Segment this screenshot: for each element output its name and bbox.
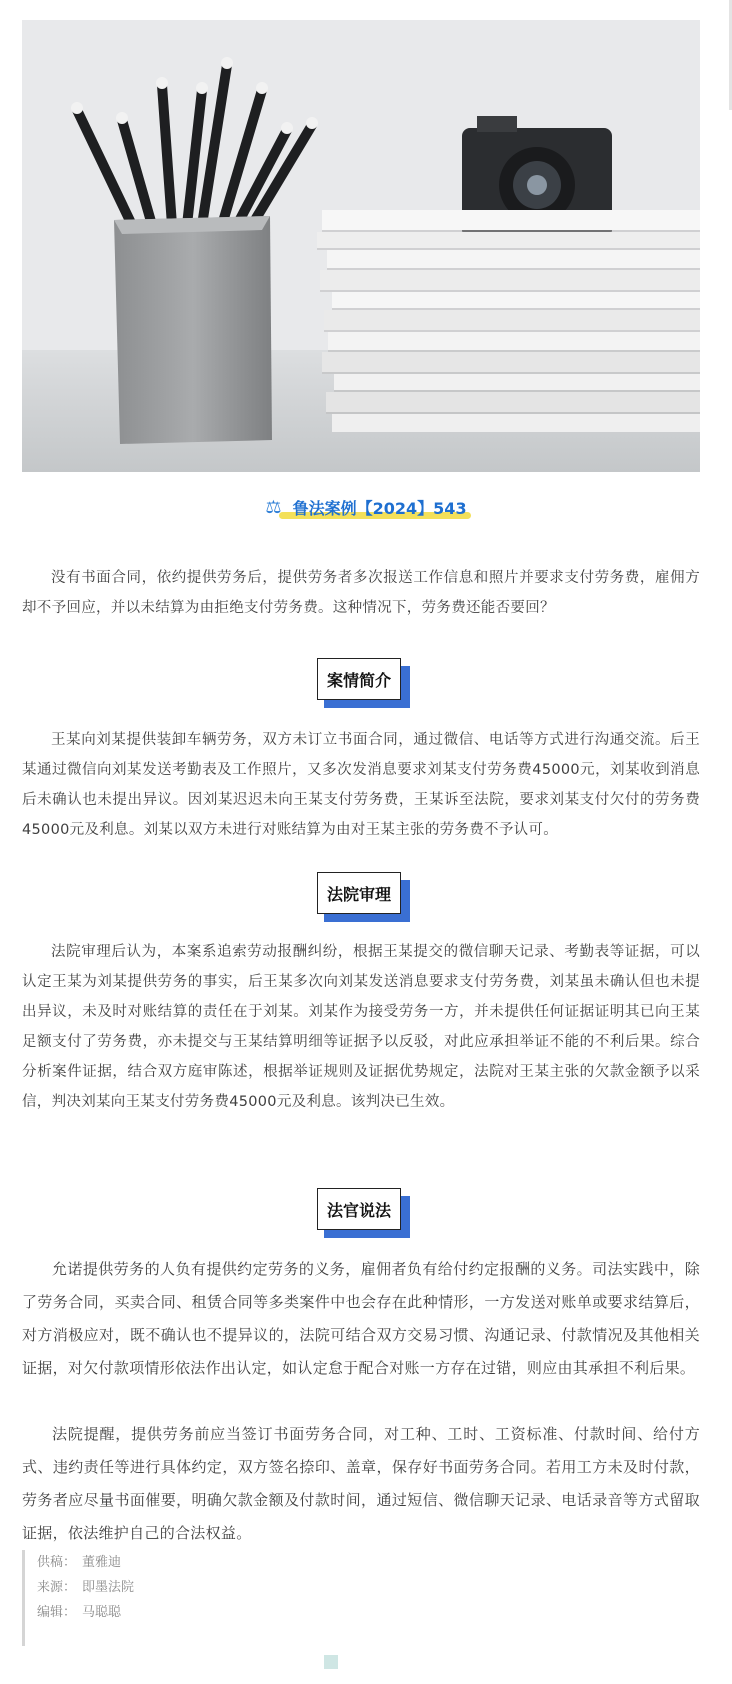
hero-image (22, 20, 700, 472)
section-paragraph: 允诺提供劳务的人负有提供约定劳务的义务，雇佣者负有给付约定报酬的义务。司法实践中，除了劳务合同，买卖合同、租赁合同等多类案件中也会存在此种情形，一方发送对账单或要求结算后，对方消极应对，既不确认也不提异议的，法院可结合双方交易习惯、沟通记录、付款情况及其他相关证据，对欠付款项情形依法作出认定，如认定怠于配合对账一方存在过错，则应由其承担不利后果。 (22, 1260, 700, 1377)
intro-paragraph: 没有书面合同，依约提供劳务后，提供劳务者多次报送工作信息和照片并要求支付劳务费，雇佣方却不予回应，并以未结算为由拒绝支付劳务费。这种情况下，劳务费还能否要回？ (22, 570, 700, 616)
credit-line: 供稿： 董雅迪 (37, 1555, 122, 1570)
credit-line: 来源： 即墨法院 (37, 1580, 135, 1595)
section-heading (0, 656, 732, 708)
credit-line: 编辑： 马聪聪 (37, 1605, 122, 1620)
section-title: 法院审理 (317, 872, 401, 914)
scale-icon: ⚖ (265, 497, 282, 518)
credits-block (22, 1550, 225, 1646)
section-heading (0, 1186, 732, 1238)
section-paragraph: 王某向刘某提供装卸车辆劳务，双方未订立书面合同，通过微信、电话等方式进行沟通交流。后王某通过微信向刘某发送考勤表及工作照片，又多次发消息要求刘某支付劳务费45000元，刘某收到消息后未确认也未提出异议。因刘某迟迟未向王某支付劳务费，王某诉至法院，要求刘某支付欠付的劳务费45000元及利息。刘某以双方未进行对账结算为由对王某主张的劳务费不予认可。 (22, 732, 700, 838)
footer-ornament (324, 1655, 338, 1669)
section-paragraph: 法院审理后认为，本案系追索劳动报酬纠纷，根据王某提交的微信聊天记录、考勤表等证据，可以认定王某为刘某提供劳务的事实，后王某多次向刘某发送消息要求支付劳务费，刘某虽未确认但也未提出异议，未及时对账结算的责任在于刘某。刘某作为接受劳务一方，并未提供任何证据证明其已向王某足额支付了劳务费，亦未提交与王某结算明细等证据予以反驳，对此应承担举证不能的不利后果。综合分析案件证据，结合双方庭审陈述，根据举证规则及证据优势规定，法院对王某主张的欠款金额予以采信，判决刘某向王某支付劳务费45000元及利息。该判决已生效。 (22, 944, 700, 1110)
case-number: 鲁法案例【2024】543 (292, 499, 467, 518)
case-number-tag (0, 496, 732, 519)
section-title: 案情简介 (317, 658, 401, 700)
section-paragraph: 法院提醒，提供劳务前应当签订书面劳务合同，对工种、工时、工资标准、付款时间、给付方式、违约责任等进行具体约定，双方签名捺印、盖章，保存好书面劳务合同。若用工方未及时付款，劳务者应尽量书面催要，明确欠款金额及付款时间，通过短信、微信聊天记录、电话录音等方式留取证据，依法维护自己的合法权益。 (22, 1425, 700, 1542)
section-title: 法官说法 (317, 1188, 401, 1230)
section-heading (0, 870, 732, 922)
